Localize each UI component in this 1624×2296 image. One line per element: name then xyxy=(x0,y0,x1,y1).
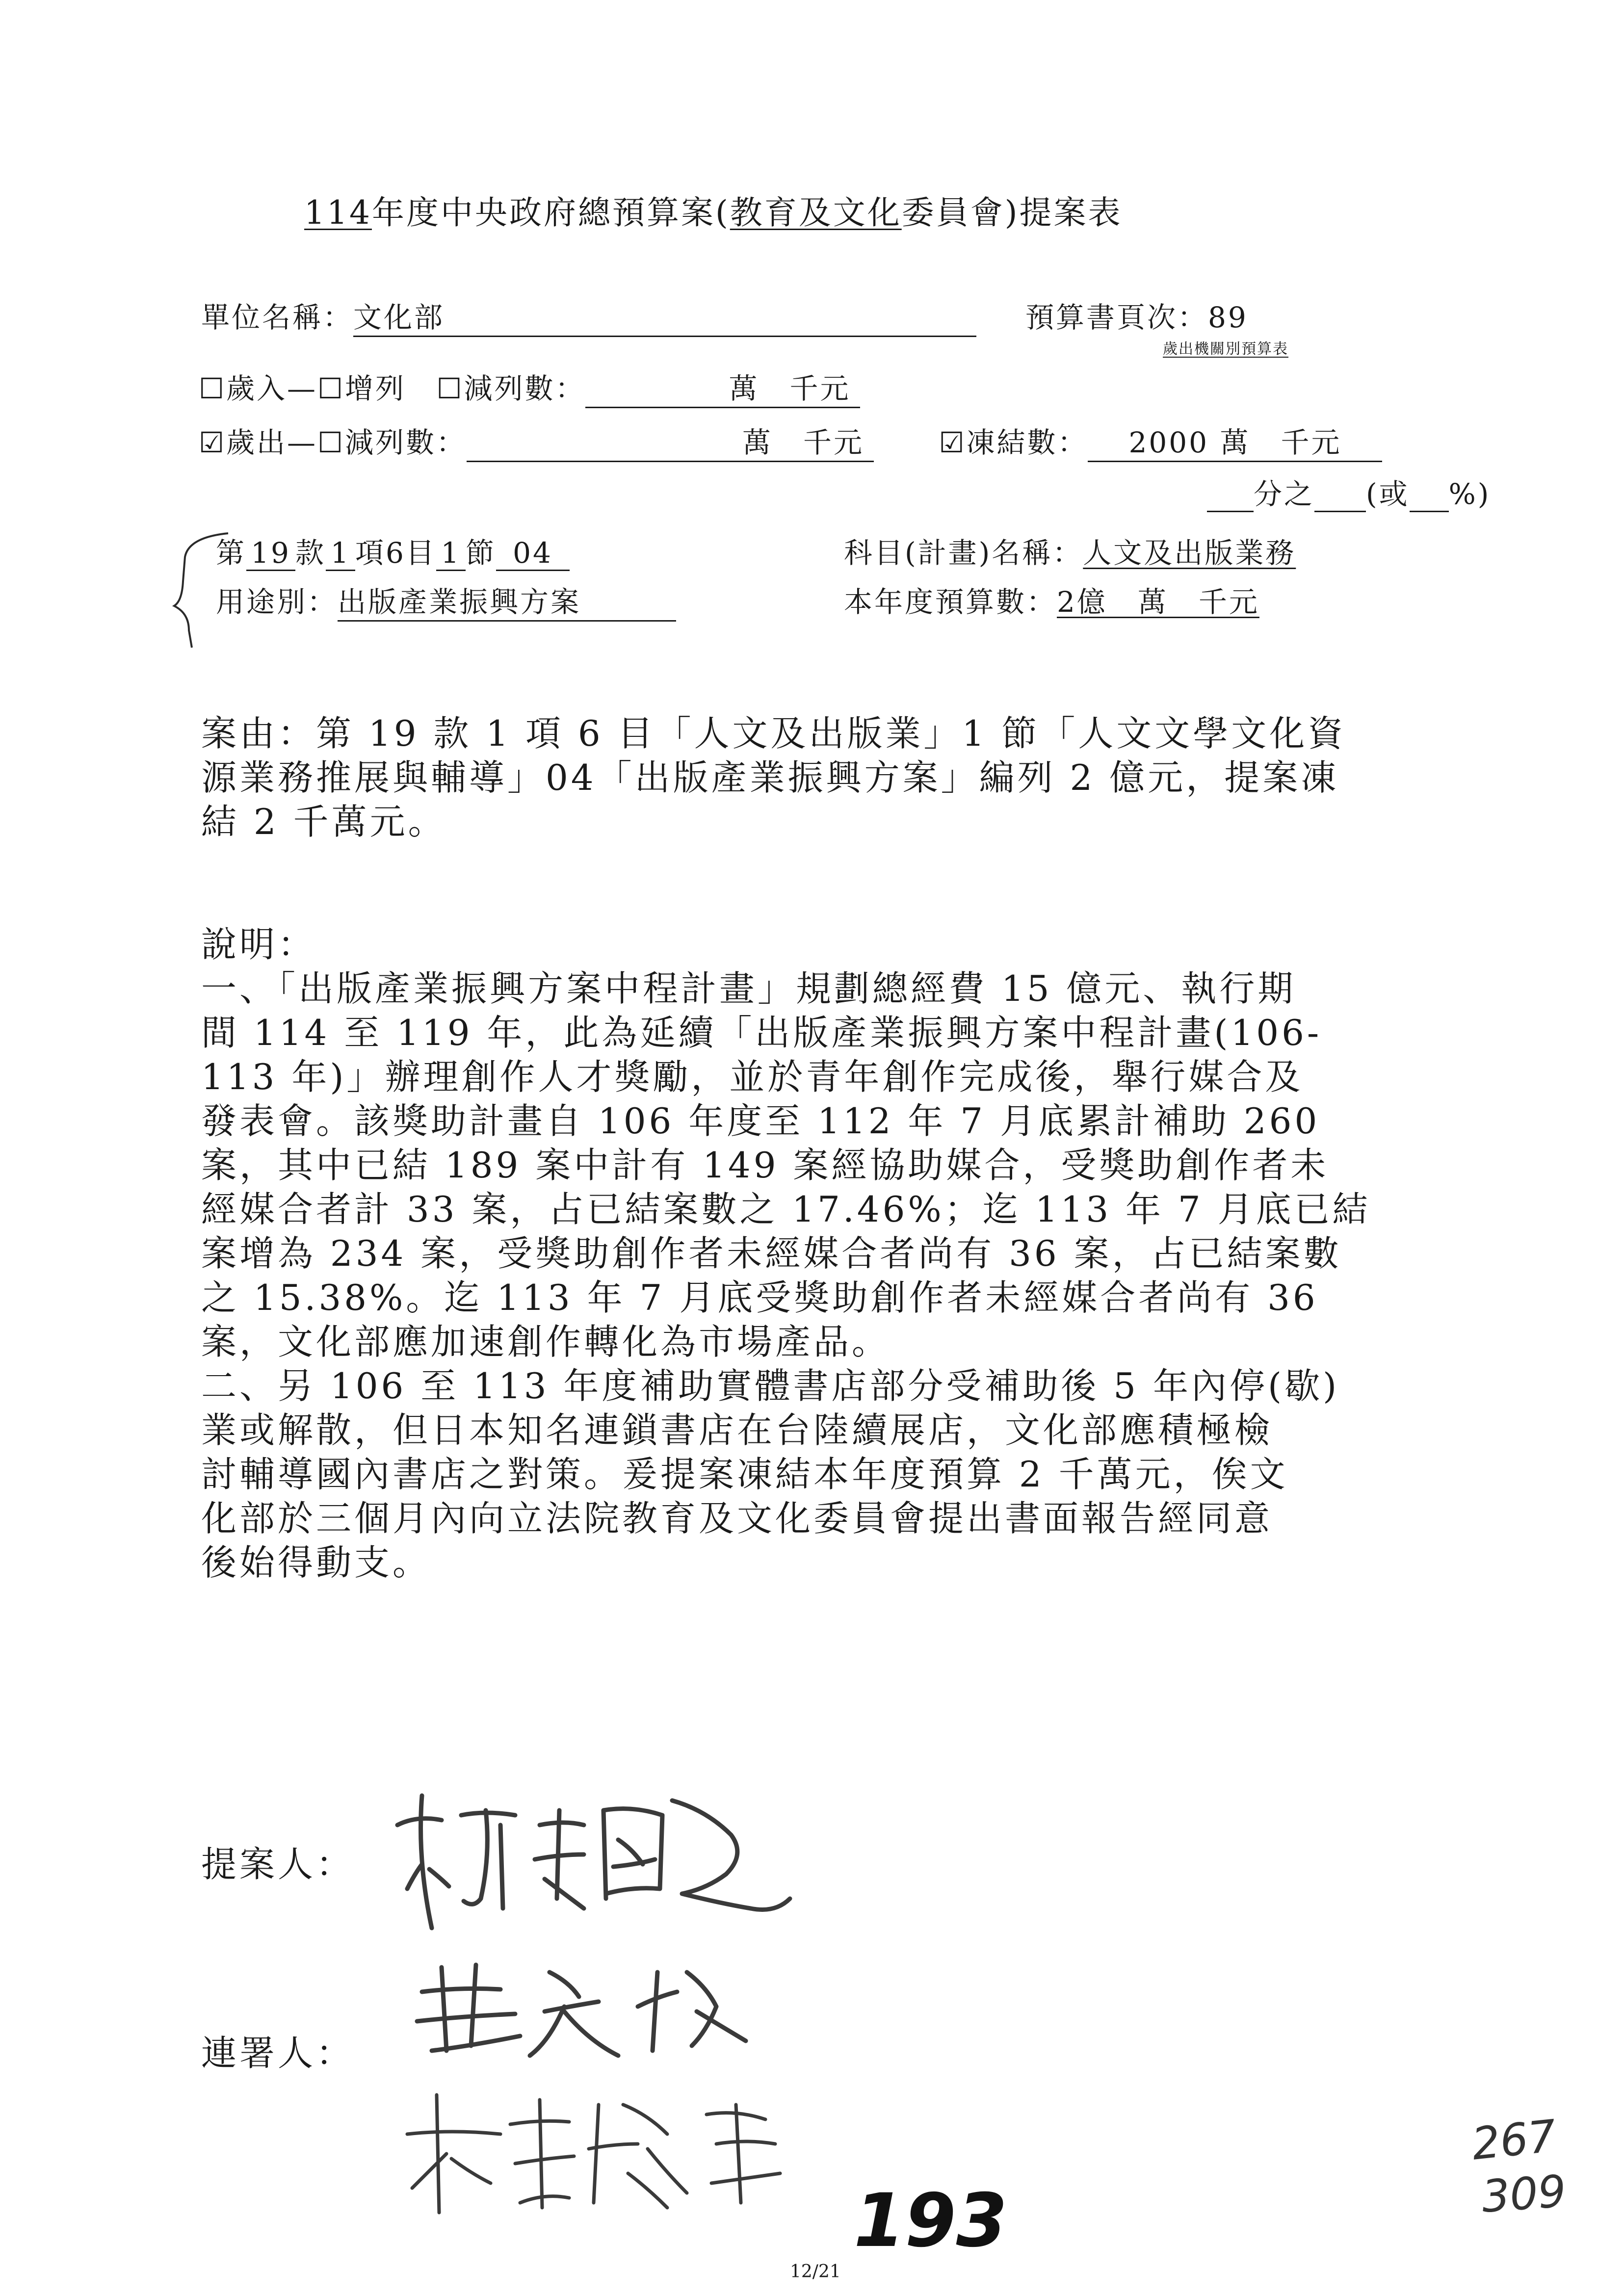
margin-number-top: 267 xyxy=(1469,2110,1559,2170)
current-budget-row xyxy=(844,579,1259,620)
proposer-label: 提案人： xyxy=(201,1844,355,1885)
purpose-value: 出版產業振興方案 xyxy=(338,579,676,622)
explanation-line: 後始得動支。 xyxy=(201,1542,431,1583)
explanation-line: 化部於三個月內向立法院教育及文化委員會提出書面報告經同意 xyxy=(201,1498,1273,1539)
explanation-line: 案，文化部應加速創作轉化為市場產品。 xyxy=(201,1321,891,1362)
revenue-amount-field: 萬 千元 xyxy=(585,365,860,408)
expense-decrease-checkbox: ☐ xyxy=(317,426,345,459)
budget-page-value: 89 xyxy=(1208,301,1248,334)
case-line: 源業務推展與輔導」04「出版產業振興方案」編列 2 億元，提案凍 xyxy=(201,757,1339,798)
title-year: 114 xyxy=(304,194,372,232)
purpose-label: 用途別： xyxy=(216,585,338,619)
document-title xyxy=(304,186,1122,233)
unit-label: 單位名稱： xyxy=(201,301,354,334)
case-line: 案由：第 19 款 1 項 6 目「人文及出版業」1 節「人文文學文化資 xyxy=(201,713,1346,754)
explanation-line: 間 114 至 119 年，此為延續「出版產業振興方案中程計畫(106- xyxy=(201,1012,1322,1053)
freeze-value: 2000 xyxy=(1128,426,1209,459)
page-footer: 12/21 xyxy=(790,2262,841,2282)
freeze-label: 凍結數： xyxy=(966,426,1088,459)
explanation-line: 討輔導國內書店之對策。爰提案凍結本年度預算 2 千萬元，俟文 xyxy=(201,1454,1288,1495)
expense-decrease-label: 減列數： xyxy=(345,426,467,459)
budget-page-row xyxy=(1025,294,1248,336)
cosigner-signature-1 xyxy=(402,1953,775,2070)
revenue-decrease-label: 減列數： xyxy=(464,372,586,405)
explanation-line: 案增為 234 案，受獎助創作者未經媒合者尚有 36 案，占已結案數 xyxy=(201,1233,1342,1274)
unit-row xyxy=(201,294,976,337)
explanation-line: 113 年)」辦理創作人才獎勵，並於青年創作完成後，舉行媒合及 xyxy=(201,1056,1304,1097)
item-kuan: 19 xyxy=(251,536,291,570)
revenue-increase-checkbox: ☐ xyxy=(317,372,345,405)
subject-value: 人文及出版業務 xyxy=(1083,536,1296,570)
case-line: 結 2 千萬元。 xyxy=(201,801,446,842)
item-code: 04 xyxy=(513,536,553,570)
subject-row xyxy=(844,530,1296,571)
freeze-amount-field: 2000 萬 千元 xyxy=(1088,419,1382,462)
explanation-line: 二、另 106 至 113 年度補助實體書店部分受補助後 5 年內停(歇) xyxy=(201,1365,1340,1407)
revenue-decrease-checkbox: ☐ xyxy=(436,372,464,405)
explanation-line: 之 15.38%。迄 113 年 7 月底受獎助創作者未經媒合者尚有 36 xyxy=(201,1277,1318,1318)
item-jie: 1 xyxy=(441,536,461,570)
explanation-paragraph xyxy=(201,922,1371,1585)
margin-number-bottom: 309 xyxy=(1480,2166,1568,2223)
current-budget-value: 2億 萬 千元 xyxy=(1057,585,1259,619)
expense-label: 歲出— xyxy=(226,426,318,459)
subject-label: 科目(計畫)名稱： xyxy=(844,536,1083,570)
ratio-text1: 分之 xyxy=(1254,477,1315,511)
revenue-checkbox: ☐ xyxy=(199,372,226,405)
expense-row xyxy=(199,419,1382,462)
explanation-line: 經媒合者計 33 案，占已結案數之 17.46%；迄 113 年 7 月底已結 xyxy=(201,1189,1371,1230)
revenue-row xyxy=(199,365,860,408)
ratio-text2: (或 xyxy=(1366,477,1410,511)
budget-page-label: 預算書頁次： xyxy=(1025,301,1208,334)
title-committee: 教育及文化 xyxy=(730,194,902,232)
title-part2: 委員會)提案表 xyxy=(901,194,1123,232)
cosigner-signature-2 xyxy=(393,2075,834,2222)
explanation-heading: 說明： xyxy=(201,924,316,965)
expense-checkbox: ☑ xyxy=(199,426,226,459)
cosigner-label: 連署人： xyxy=(201,2033,355,2074)
purpose-row xyxy=(216,579,676,622)
handwritten-page-number: 193 xyxy=(854,2178,1008,2264)
proposer-signature xyxy=(388,1781,829,1943)
ratio-row xyxy=(1207,471,1491,512)
explanation-line: 案，其中已結 189 案中計有 149 案經協助媒合，受獎助創作者未 xyxy=(201,1145,1329,1186)
budget-page-note: 歲出機關別預算表 xyxy=(1163,340,1288,358)
ratio-text3: %) xyxy=(1448,477,1491,511)
item-mu: 6 xyxy=(386,536,406,570)
case-paragraph xyxy=(201,711,1346,844)
unit-value: 文化部 xyxy=(353,294,976,337)
item-row: 第 19 款 1 項6目 1 節 04 xyxy=(216,530,570,571)
expense-amount-field: 萬 千元 xyxy=(467,419,874,462)
explanation-line: 業或解散，但日本知名連鎖書店在台陸續展店，文化部應積極檢 xyxy=(201,1409,1273,1451)
item-xiang: 1 xyxy=(330,536,351,570)
title-part1: 年度中央政府總預算案( xyxy=(371,194,730,232)
revenue-increase-label: 增列 xyxy=(345,372,406,405)
current-budget-label: 本年度預算數： xyxy=(844,585,1057,619)
explanation-line: 一、「出版產業振興方案中程計畫」規劃總經費 15 億元、執行期 xyxy=(201,968,1296,1009)
explanation-line: 發表會。該獎助計畫自 106 年度至 112 年 7 月底累計補助 260 xyxy=(201,1100,1320,1142)
revenue-label: 歲入— xyxy=(226,372,318,405)
freeze-checkbox: ☑ xyxy=(939,426,967,459)
